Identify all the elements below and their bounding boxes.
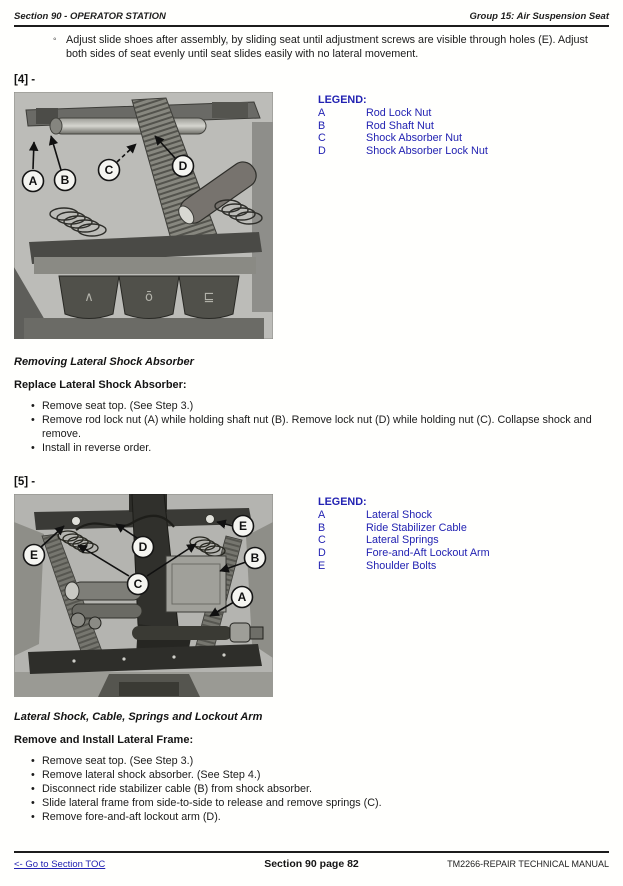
legend-row: B Rod Shaft Nut bbox=[318, 119, 434, 132]
legend-row: D Fore-and-Aft Lockout Arm bbox=[318, 547, 490, 560]
section4-steps bbox=[14, 399, 609, 455]
section5-steps bbox=[14, 754, 609, 824]
svg-text:B: B bbox=[60, 173, 70, 187]
callout-A bbox=[23, 171, 44, 192]
callout-E-left bbox=[24, 545, 45, 566]
legend-row: C Lateral Springs bbox=[318, 534, 439, 547]
svg-text:D: D bbox=[178, 159, 188, 173]
step-item: • Disconnect ride stabilizer cable (B) from shock absorber. bbox=[42, 782, 609, 796]
callout-E-right bbox=[233, 516, 254, 537]
figure4-machinery bbox=[14, 92, 273, 339]
svg-text:E: E bbox=[29, 548, 39, 562]
section5-heading: Lateral Shock, Cable, Springs and Lockout Arm bbox=[14, 711, 263, 723]
legend-title: LEGEND: bbox=[318, 94, 367, 106]
step-item: • Remove rod lock nut (A) while holding shaft nut (B). Remove lock nut (D) while holding nut (C). Collapse shock and remove. bbox=[42, 413, 609, 441]
step-item: • Remove lateral shock absorber. (See Step 4.) bbox=[42, 768, 609, 782]
svg-text:⊑: ⊑ bbox=[203, 290, 215, 305]
callout-D bbox=[173, 156, 194, 177]
figure5-row bbox=[14, 494, 609, 697]
figure4-row bbox=[14, 92, 609, 339]
svg-text:C: C bbox=[104, 163, 114, 177]
section4-heading: Removing Lateral Shock Absorber bbox=[14, 356, 194, 368]
step-item: • Remove seat top. (See Step 3.) bbox=[42, 399, 609, 413]
step-item: • Remove fore-and-aft lockout arm (D). bbox=[42, 810, 609, 824]
legend-row: A Lateral Shock bbox=[318, 509, 433, 521]
svg-text:E: E bbox=[238, 519, 248, 533]
header-rule bbox=[14, 25, 609, 27]
figure5-photo bbox=[14, 494, 273, 697]
legend-row: D Shock Absorber Lock Nut bbox=[318, 145, 488, 158]
svg-text:C: C bbox=[133, 577, 143, 591]
legend-title: LEGEND: bbox=[318, 496, 367, 508]
intro-bullet: ◦ Adjust slide shoes after assembly, by sliding seat until adjustment screws are visible through holes (E). Adjust both sides of seat evenly until seat slides easily with no lateral movement. bbox=[66, 33, 609, 61]
page-footer bbox=[14, 851, 609, 870]
step-item: • Remove seat top. (See Step 3.) bbox=[42, 754, 609, 768]
step-item: • Slide lateral frame from side-to-side to release and remove springs (C). bbox=[42, 796, 609, 810]
callout-C bbox=[128, 574, 149, 595]
figure4-photo bbox=[14, 92, 273, 339]
svg-text:A: A bbox=[28, 174, 38, 188]
callout-A bbox=[232, 587, 253, 608]
figure4-legend bbox=[318, 94, 488, 158]
step-item: • Install in reverse order. bbox=[42, 441, 609, 455]
callout-B bbox=[55, 170, 76, 191]
section5-subheading: Remove and Install Lateral Frame: bbox=[14, 734, 194, 746]
legend-row: E Shoulder Bolts bbox=[318, 559, 437, 572]
page-header bbox=[14, 0, 609, 22]
intro-list bbox=[14, 33, 609, 61]
header-section-title: Section 90 - OPERATOR STATION bbox=[14, 11, 166, 22]
svg-text:D: D bbox=[138, 540, 148, 554]
legend-row: C Shock Absorber Nut bbox=[318, 132, 463, 145]
figure5-label: [5] - bbox=[14, 476, 36, 488]
footer-rule bbox=[14, 851, 609, 853]
svg-text:∧: ∧ bbox=[84, 290, 94, 305]
svg-text:A: A bbox=[237, 590, 247, 604]
legend-row: A Rod Lock Nut bbox=[318, 107, 432, 119]
adjustment-knobs bbox=[59, 276, 239, 319]
svg-text:ō: ō bbox=[145, 290, 153, 305]
callout-B bbox=[245, 548, 266, 569]
footer-manual-id: TM2266-REPAIR TECHNICAL MANUAL bbox=[447, 859, 609, 869]
footer-page-number: Section 90 page 82 bbox=[264, 858, 359, 870]
legend-row: B Ride Stabilizer Cable bbox=[318, 521, 467, 534]
header-group-title: Group 15: Air Suspension Seat bbox=[469, 11, 609, 22]
go-to-section-toc-link[interactable]: <- Go to Section TOC bbox=[14, 859, 106, 870]
figure4-label: [4] - bbox=[14, 74, 36, 86]
figure5-legend bbox=[318, 496, 490, 573]
section4-subheading: Replace Lateral Shock Absorber: bbox=[14, 379, 187, 391]
callout-C bbox=[99, 160, 120, 181]
callout-D bbox=[133, 537, 154, 558]
svg-text:B: B bbox=[250, 551, 260, 565]
